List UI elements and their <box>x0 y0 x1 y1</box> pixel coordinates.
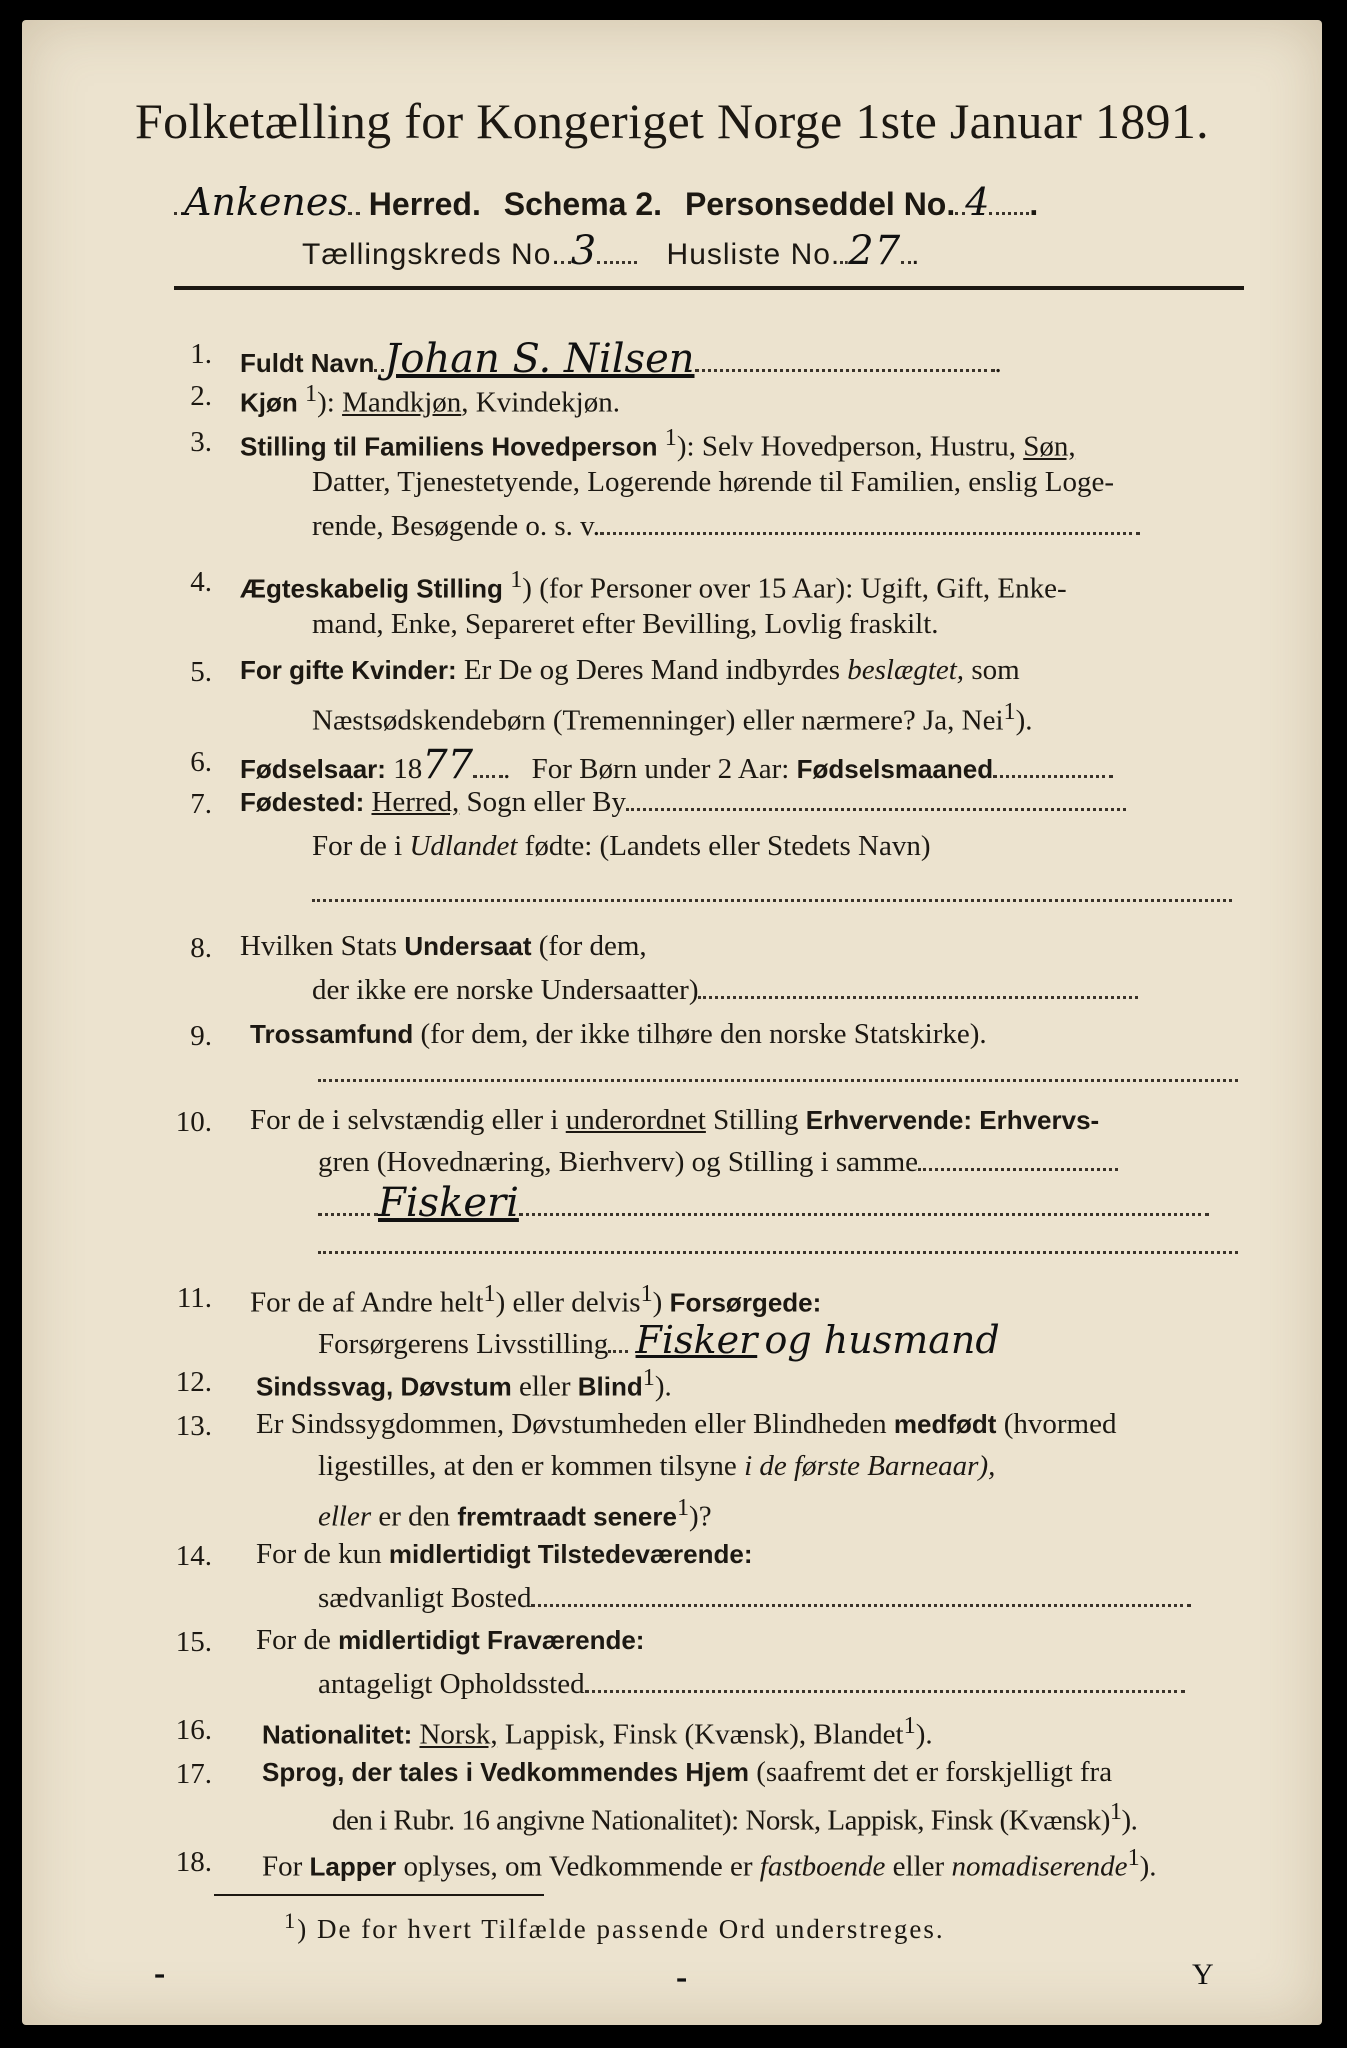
q9-line: Trossamfund (for dem, der ikke tilhøre den norske Statskirke). <box>250 1018 987 1050</box>
q8-number: 8. <box>190 932 212 964</box>
q2-number: 2. <box>190 380 212 412</box>
header-row-1: Ankenes Herred. Schema 2. Personseddel No. 4 . <box>174 180 1038 224</box>
q10-line-3 <box>318 1180 1209 1226</box>
q4-label: Ægteskabelig Stilling <box>240 573 503 604</box>
q8-line-1: Hvilken Stats Undersaat (for dem, <box>240 930 647 962</box>
q3-label: Stilling til Familiens Hovedperson <box>240 431 658 462</box>
q4-line-2: mand, Enke, Separeret efter Bevilling, Lovlig fraskilt. <box>312 608 939 640</box>
personseddel-label: Personseddel No. <box>684 186 956 222</box>
q11-provider-occupation-a: Fisker <box>635 1318 758 1362</box>
q16-selected-norsk: Norsk, <box>419 1718 498 1751</box>
q15-number: 15. <box>175 1626 212 1658</box>
q4-number: 4. <box>190 566 212 598</box>
q13-line-2: ligestilles, at den er kommen tilsyne i de første Barneaar), <box>318 1450 996 1482</box>
q3-selected-son: Søn, <box>1023 430 1076 463</box>
personseddel-value: 4 <box>965 180 990 224</box>
husliste-label: Husliste No. <box>666 238 841 271</box>
q14-number: 14. <box>175 1540 212 1572</box>
q2-option-male: Mandkjøn <box>342 386 462 419</box>
q12-label: Sindssvag, Døvstum <box>256 1371 512 1402</box>
q2-label: Kjøn <box>240 387 298 418</box>
q7-label: Fødested: <box>240 787 365 817</box>
q6-birthyear-value: 77 <box>422 742 474 788</box>
q5-label: For gifte Kvinder: <box>240 655 457 685</box>
q3-line-1: Stilling til Familiens Hovedperson $^1$): Selv Hovedperson, Hustru, Søn, <box>240 424 1076 463</box>
q7-line-1: Fødested: Herred, Sogn eller By <box>240 786 1126 819</box>
q11-provider-occupation-b: og husmand <box>764 1318 1000 1362</box>
q12-number: 12. <box>175 1366 212 1398</box>
header-row-2: Tællingskreds No. 3 Husliste No. 27 . <box>302 228 921 274</box>
q3-line-3: rende, Besøgende o. s. v. <box>312 510 1140 543</box>
corner-mark-center: ⁃ <box>674 1965 689 1998</box>
taellingskreds-value: 3 <box>570 228 598 274</box>
q11-line-2: Forsørgerens Livsstilling Fisker og husmand <box>318 1318 1000 1362</box>
q1-label: Fuldt Navn <box>240 348 375 378</box>
q12-line: Sindssvag, Døvstum eller Blind$^1$). <box>256 1364 672 1403</box>
q17-line-2: den i Rubr. 16 angivne Nationalitet): Norsk, Lappisk, Finsk (Kvænsk)$^1$). <box>332 1798 1138 1837</box>
q10-line-1: For de i selvstændig eller i underordnet Stilling Erhvervende: Erhvervs- <box>250 1104 1100 1136</box>
q17-number: 17. <box>175 1758 212 1790</box>
q6-label-month: Fødselsmaaned <box>796 754 994 784</box>
q16-line: Nationalitet: Norsk, Lappisk, Finsk (Kvænsk), Blandet$^1$). <box>262 1712 933 1751</box>
q10-occupation-value: Fiskeri <box>378 1180 519 1226</box>
q6-label: Fødselsaar: <box>240 754 386 784</box>
q1-line: Fuldt Navn Johan S. Nilsen . <box>240 336 1002 382</box>
q9-number: 9. <box>190 1020 212 1052</box>
q1-number: 1. <box>190 338 212 370</box>
q18-line: For Lapper oplyses, om Vedkommende er fastboende eller nomadiserende$^1$). <box>262 1844 1157 1883</box>
herred-value: Ankenes <box>184 180 348 224</box>
census-form-sheet <box>22 20 1322 2025</box>
footnote: $^1$) De for hvert Tilfælde passende Ord understreges. <box>284 1908 945 1944</box>
q15-line-1: For de midlertidigt Fraværende: <box>256 1624 645 1656</box>
q16-number: 16. <box>175 1714 212 1746</box>
q15-line-2: antageligt Opholdssted <box>318 1668 1185 1701</box>
corner-mark-left: ⁃ <box>152 1961 167 1994</box>
q11-label: Forsørgede: <box>669 1287 822 1318</box>
q14-label: midlertidigt Tilstedeværende: <box>388 1539 753 1569</box>
q9-label: Trossamfund <box>250 1019 414 1049</box>
q5-number: 5. <box>190 656 212 688</box>
corner-mark-right: Y <box>1192 1958 1214 1991</box>
q14-line-2: sædvanligt Bosted <box>318 1582 1191 1615</box>
q7-line-2: For de i Udlandet fødte: (Landets eller Stedets Navn) <box>312 830 931 862</box>
q3-number: 3. <box>190 426 212 458</box>
q6-number: 6. <box>190 746 212 778</box>
q13-line-1: Er Sindssygdommen, Døvstumheden eller Blindheden medfødt (hvormed <box>256 1408 1117 1440</box>
q13-label: medfødt <box>893 1409 997 1439</box>
q10-blank-line <box>318 1250 1238 1254</box>
q2-line: Kjøn $^1$): Mandkjøn, Kvindekjøn. <box>240 380 620 419</box>
q17-line-1: Sprog, der tales i Vedkommendes Hjem (saafremt det er forskjelligt fra <box>262 1756 1113 1788</box>
taellingskreds-label: Tællingskreds No. <box>302 238 561 271</box>
q15-label: midlertidigt Fraværende: <box>338 1625 645 1655</box>
q18-label: Lapper <box>309 1851 397 1882</box>
schema-label: Schema 2. <box>503 186 663 222</box>
form-title: Folketælling for Kongeriget Norge 1ste Januar 1891. <box>135 93 1209 149</box>
q13-line-3: eller er den fremtraadt senere$^1$)? <box>318 1494 712 1533</box>
q7-number: 7. <box>190 788 212 820</box>
herred-label: Herred. <box>368 186 481 222</box>
q5-line-2: Næstsødskendebørn (Tremenninger) eller nærmere? Ja, Nei$^1$). <box>312 698 1033 737</box>
husliste-value: 27 <box>848 228 902 274</box>
q2-option-female: Kvindekjøn. <box>475 386 620 419</box>
q10-number: 10. <box>175 1106 212 1138</box>
q11-line-1: For de af Andre helt$^1$) eller delvis$^1$) Forsørgede: <box>250 1280 822 1319</box>
q4-line-1: Ægteskabelig Stilling $^1$) (for Personer over 15 Aar): Ugift, Gift, Enke- <box>240 566 1067 605</box>
q11-number: 11. <box>176 1282 212 1314</box>
q10-line-2: gren (Hovednæring, Bierhverv) og Stilling i samme <box>318 1146 1118 1179</box>
footnote-divider <box>214 1894 544 1896</box>
q14-line-1: For de kun midlertidigt Tilstedeværende: <box>256 1538 753 1570</box>
header-divider <box>174 286 1244 290</box>
q8-label: Undersaat <box>404 931 532 961</box>
q6-line: Fødselsaar: 1877 . For Børn under 2 Aar: Fødselsmaaned <box>240 742 1113 788</box>
q1-name-value: Johan S. Nilsen <box>384 336 695 382</box>
q10-label: Erhvervende: <box>805 1105 972 1135</box>
q13-number: 13. <box>175 1410 212 1442</box>
q16-label: Nationalitet: <box>262 1719 413 1750</box>
q8-line-2: der ikke ere norske Undersaatter) <box>312 974 1138 1007</box>
q17-label: Sprog, der tales i Vedkommendes Hjem <box>262 1757 749 1787</box>
q18-number: 18. <box>175 1846 212 1878</box>
q7-selected-herred: Herred, <box>371 786 460 818</box>
q9-blank-line <box>318 1078 1238 1082</box>
q3-line-2: Datter, Tjenestetyende, Logerende hørende til Familien, enslig Loge- <box>312 466 1114 498</box>
q7-blank-line <box>312 898 1232 902</box>
q5-line-1: For gifte Kvinder: Er De og Deres Mand indbyrdes beslægtet, som <box>240 654 1020 686</box>
